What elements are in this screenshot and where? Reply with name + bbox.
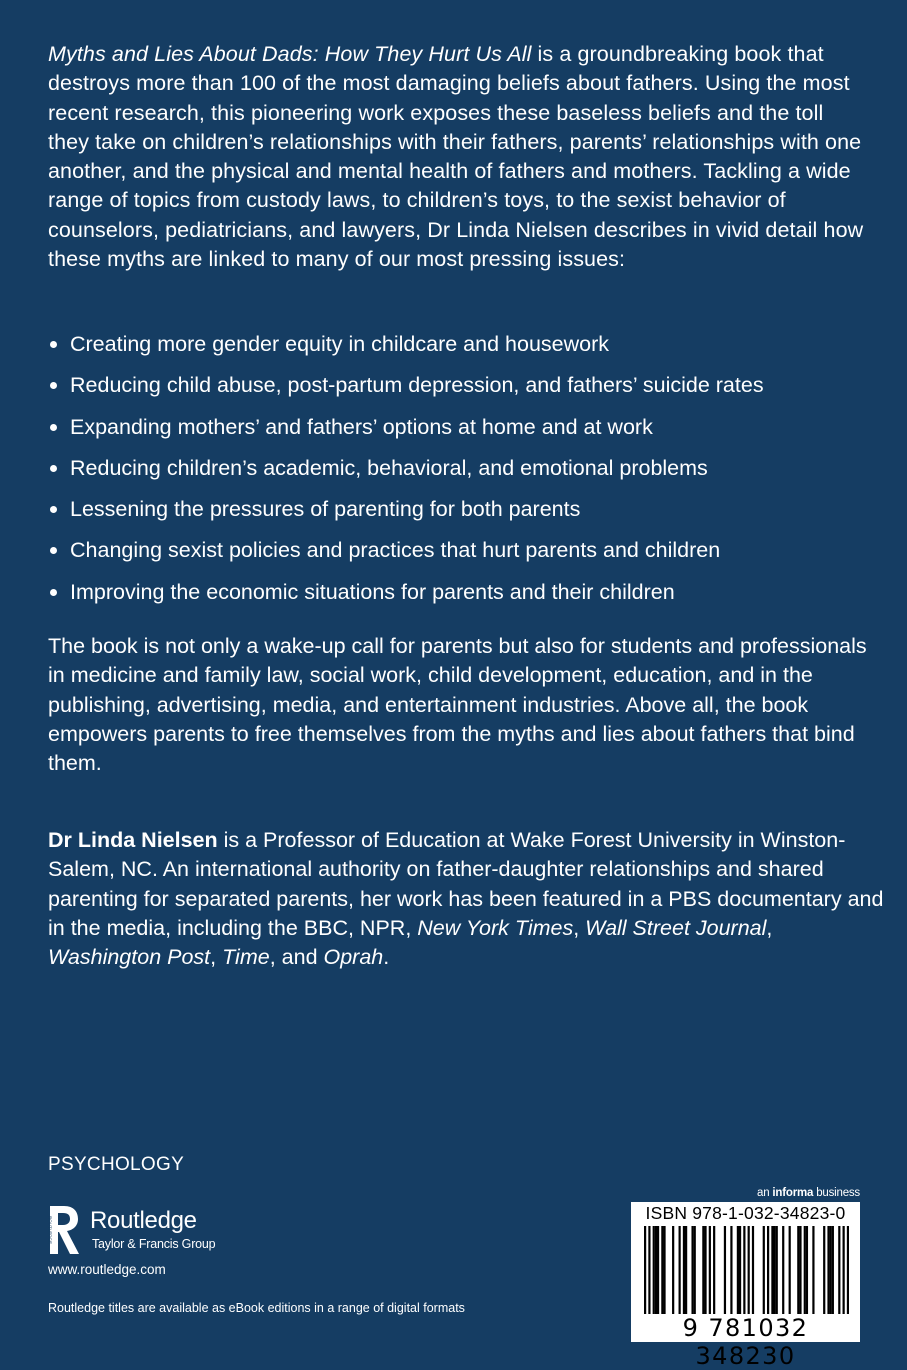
list-item: Reducing children’s academic, behavioral, and emotional problems (48, 454, 888, 495)
publisher-website[interactable]: www.routledge.com (48, 1262, 166, 1277)
bullet-icon (50, 506, 57, 513)
bullet-icon (50, 465, 57, 472)
barcode-bar (709, 1226, 711, 1314)
barcode-bar (843, 1226, 845, 1314)
barcode-bar (713, 1226, 715, 1314)
routledge-mark-icon (46, 1204, 82, 1256)
bullet-icon (50, 382, 57, 389)
barcode-bar (847, 1226, 849, 1314)
barcode-bar (827, 1226, 829, 1314)
barcode-bar (752, 1226, 754, 1314)
barcode-bar (679, 1226, 681, 1314)
barcode-bar (767, 1226, 769, 1314)
barcode-bar (685, 1226, 687, 1314)
barcode-bar (782, 1226, 784, 1314)
barcode-bar (797, 1226, 799, 1314)
list-item: Expanding mothers’ and fathers’ options at home and at work (48, 413, 888, 454)
isbn-barcode (631, 1202, 860, 1370)
ebook-note: Routledge titles are available as eBook editions in a range of digital formats (48, 1301, 465, 1315)
issues-list (48, 330, 888, 619)
book-description (48, 40, 868, 274)
bullet-icon (50, 341, 57, 348)
publisher-name: Routledge (90, 1207, 197, 1234)
list-item: Changing sexist policies and practices that hurt parents and children (48, 536, 888, 577)
barcode-bar (748, 1226, 750, 1314)
media-wapo: Washington Post (48, 945, 211, 970)
barcode-bar (663, 1226, 665, 1314)
barcode-bar (743, 1226, 745, 1314)
bullet-icon (50, 547, 57, 554)
publisher-logo (46, 1204, 266, 1258)
barcode-bar (724, 1226, 726, 1314)
barcode-bar (661, 1226, 663, 1314)
media-oprah: Oprah (323, 945, 384, 970)
barcode-bar (773, 1226, 775, 1314)
barcode-bar (838, 1226, 840, 1314)
barcode-bar (683, 1226, 685, 1314)
barcode-bar (804, 1226, 806, 1314)
barcode-bar (657, 1226, 659, 1314)
media-time: Time (222, 945, 270, 970)
barcode-bar (694, 1226, 696, 1314)
subject-category: PSYCHOLOGY (48, 1154, 185, 1175)
barcode-bar (771, 1226, 773, 1314)
barcode-bar (739, 1226, 741, 1314)
barcode-bars (644, 1226, 849, 1318)
barcode-bar (653, 1226, 655, 1314)
media-nyt: New York Times (417, 915, 574, 940)
barcode-bar (789, 1226, 791, 1314)
barcode-bar (702, 1226, 704, 1314)
barcode-bar (830, 1226, 832, 1314)
bullet-icon (50, 424, 57, 431)
list-item: Lessening the pressures of parenting for both parents (48, 495, 888, 536)
list-item: Improving the economic situations for parents and their children (48, 578, 888, 619)
barcode-bar (776, 1226, 778, 1314)
svg-text:ROUTLEDGE: ROUTLEDGE (47, 1216, 53, 1245)
book-title: Myths and Lies About Dads: How They Hurt Us All (48, 42, 532, 66)
barcode-bar (832, 1226, 834, 1314)
description-text: is a groundbreaking book that destroys more than 100 of the most damaging beliefs about fathers. Using the most recent research, this pioneering work exposes these baseless beliefs and the toll they take on children’s relationships with their fathers, parents’ relationships with one another, and the physical and mental health of fathers and mothers. Tackling a wide range of topics from custody laws, to children’s toys, to the sexist behavior of counselors, pediatricians, and lawyers, Dr Linda Nielsen describes in vivid detail how these myths are linked to many of our most pressing issues: (48, 42, 864, 272)
barcode-bar (823, 1226, 825, 1314)
barcode-number: 9 781032 348230 (682, 1314, 809, 1370)
author-bio: Dr Linda Nielsen is a Professor of Education at Wake Forest University in Winston-Salem, NC. An international authority on father-daughter relationships and shared parenting for separated parents, her work has been featured in a PBS documentary and in the media, including the BBC, NPR, New York Times, Wall Street Journal, Washington Post, Time, and Oprah. (48, 828, 884, 970)
barcode-bar (648, 1226, 650, 1314)
barcode-bar (644, 1226, 646, 1314)
barcode-bar (799, 1226, 801, 1314)
list-item: Reducing child abuse, post-partum depression, and fathers’ suicide rates (48, 371, 888, 412)
audience-paragraph: The book is not only a wake-up call for parents but also for students and professionals in medicine and family law, social work, child development, education, and in the publishing, advertising, media, and entertainment industries. Above all, the book empowers parents to free themselves from the myths and lies about fathers that bind them. (48, 634, 867, 776)
bullet-icon (50, 589, 57, 596)
barcode-bar (672, 1226, 674, 1314)
barcode-bar (655, 1226, 657, 1314)
barcode-bar (812, 1226, 814, 1314)
list-item: Creating more gender equity in childcare and housework (48, 330, 888, 371)
isbn-label: ISBN 978-1-032-34823-0 (645, 1203, 846, 1223)
barcode-bar (704, 1226, 706, 1314)
barcode-bar (737, 1226, 739, 1314)
media-wsj: Wall Street Journal (585, 915, 767, 940)
barcode-bar (806, 1226, 808, 1314)
informa-tagline: an informa business (757, 1187, 860, 1199)
barcode-bar (691, 1226, 693, 1314)
publisher-group: Taylor & Francis Group (92, 1237, 216, 1251)
barcode-bar (730, 1226, 732, 1314)
author-name: Dr Linda Nielsen (48, 828, 218, 852)
barcode-bar (763, 1226, 765, 1314)
author-bio-text: is a Professor of Education at Wake Forest University in Winston-Salem, NC. An international authority on father-daughter relationships and shared parenting for separated parents, her work has been featured in a PBS documentary and in the media, including the BBC, NPR, (48, 828, 884, 940)
